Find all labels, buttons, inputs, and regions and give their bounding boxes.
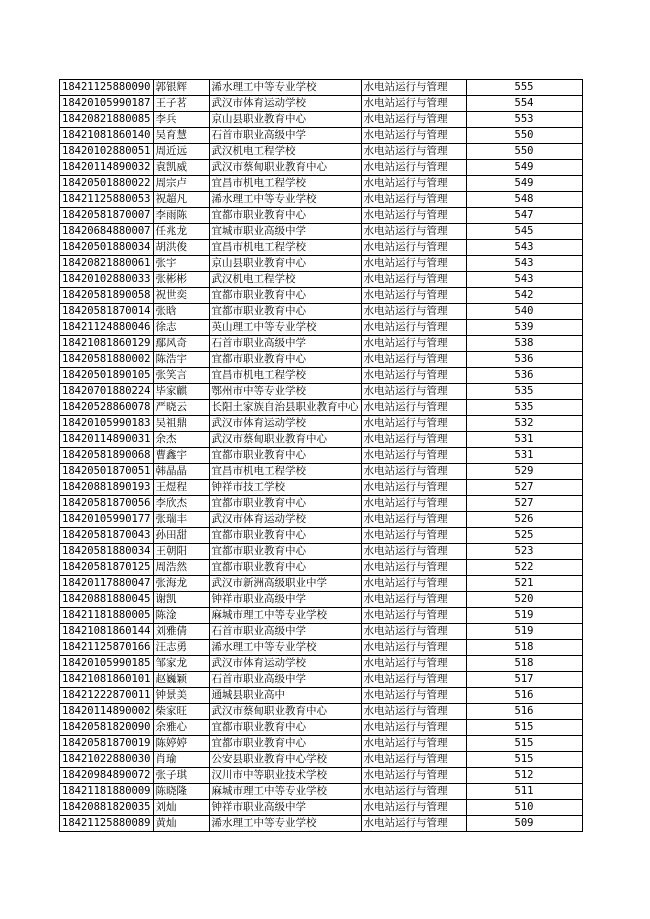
school-cell: 宜都市职业教育中心 bbox=[209, 304, 361, 320]
table-row bbox=[60, 560, 583, 576]
table-row bbox=[60, 640, 583, 656]
student-name-cell: 王朝阳 bbox=[153, 544, 209, 560]
school-cell: 宜都市职业教育中心 bbox=[209, 448, 361, 464]
school-cell: 武汉市蔡甸职业教育中心 bbox=[209, 160, 361, 176]
school-cell: 京山县职业教育中心 bbox=[209, 112, 361, 128]
major-cell: 水电站运行与管理 bbox=[361, 720, 466, 736]
major-cell: 水电站运行与管理 bbox=[361, 288, 466, 304]
score-cell: 548 bbox=[466, 192, 582, 208]
major-cell: 水电站运行与管理 bbox=[361, 368, 466, 384]
score-cell: 512 bbox=[466, 768, 582, 784]
student-name-cell: 祝世奕 bbox=[153, 288, 209, 304]
school-cell: 浠水理工中等专业学校 bbox=[209, 816, 361, 832]
exam-number-cell: 18420581870019 bbox=[60, 736, 154, 752]
exam-number-cell: 18420881890193 bbox=[60, 480, 154, 496]
school-cell: 宜都市职业教育中心 bbox=[209, 720, 361, 736]
exam-number-cell: 18420581820090 bbox=[60, 720, 154, 736]
school-cell: 石首市职业高级中学 bbox=[209, 672, 361, 688]
table-row bbox=[60, 400, 583, 416]
table-row bbox=[60, 576, 583, 592]
major-cell: 水电站运行与管理 bbox=[361, 176, 466, 192]
table-row bbox=[60, 448, 583, 464]
school-cell: 钟祥市职业高级中学 bbox=[209, 800, 361, 816]
score-table-body bbox=[60, 80, 583, 832]
school-cell: 宜都市职业教育中心 bbox=[209, 496, 361, 512]
major-cell: 水电站运行与管理 bbox=[361, 656, 466, 672]
score-cell: 516 bbox=[466, 704, 582, 720]
school-cell: 汉川市中等职业技术学校 bbox=[209, 768, 361, 784]
major-cell: 水电站运行与管理 bbox=[361, 800, 466, 816]
table-row bbox=[60, 320, 583, 336]
student-name-cell: 曹鑫宇 bbox=[153, 448, 209, 464]
school-cell: 武汉市体育运动学校 bbox=[209, 96, 361, 112]
table-row bbox=[60, 288, 583, 304]
exam-number-cell: 18420581870125 bbox=[60, 560, 154, 576]
score-cell: 543 bbox=[466, 240, 582, 256]
score-cell: 540 bbox=[466, 304, 582, 320]
major-cell: 水电站运行与管理 bbox=[361, 624, 466, 640]
major-cell: 水电站运行与管理 bbox=[361, 784, 466, 800]
exam-number-cell: 18420117880047 bbox=[60, 576, 154, 592]
table-row bbox=[60, 384, 583, 400]
student-name-cell: 柴家旺 bbox=[153, 704, 209, 720]
score-cell: 543 bbox=[466, 256, 582, 272]
student-name-cell: 鄢风奇 bbox=[153, 336, 209, 352]
table-row bbox=[60, 464, 583, 480]
major-cell: 水电站运行与管理 bbox=[361, 704, 466, 720]
score-cell: 518 bbox=[466, 656, 582, 672]
score-cell: 525 bbox=[466, 528, 582, 544]
school-cell: 宜昌市机电工程学校 bbox=[209, 176, 361, 192]
major-cell: 水电站运行与管理 bbox=[361, 560, 466, 576]
major-cell: 水电站运行与管理 bbox=[361, 816, 466, 832]
school-cell: 宜都市职业教育中心 bbox=[209, 736, 361, 752]
exam-number-cell: 18420881820035 bbox=[60, 800, 154, 816]
exam-number-cell: 18420581870056 bbox=[60, 496, 154, 512]
table-row bbox=[60, 480, 583, 496]
school-cell: 武汉机电工程学校 bbox=[209, 272, 361, 288]
major-cell: 水电站运行与管理 bbox=[361, 736, 466, 752]
score-cell: 515 bbox=[466, 736, 582, 752]
exam-number-cell: 18421125870166 bbox=[60, 640, 154, 656]
table-row bbox=[60, 736, 583, 752]
exam-number-cell: 18420701880224 bbox=[60, 384, 154, 400]
student-name-cell: 张笑言 bbox=[153, 368, 209, 384]
table-row bbox=[60, 112, 583, 128]
score-cell: 536 bbox=[466, 352, 582, 368]
school-cell: 宜昌市机电工程学校 bbox=[209, 240, 361, 256]
major-cell: 水电站运行与管理 bbox=[361, 96, 466, 112]
major-cell: 水电站运行与管理 bbox=[361, 480, 466, 496]
major-cell: 水电站运行与管理 bbox=[361, 320, 466, 336]
student-name-cell: 吴育慧 bbox=[153, 128, 209, 144]
student-name-cell: 任兆龙 bbox=[153, 224, 209, 240]
school-cell: 麻城市理工中等专业学校 bbox=[209, 608, 361, 624]
table-row bbox=[60, 256, 583, 272]
major-cell: 水电站运行与管理 bbox=[361, 688, 466, 704]
student-name-cell: 刘雅倩 bbox=[153, 624, 209, 640]
table-row bbox=[60, 592, 583, 608]
exam-number-cell: 18421022880030 bbox=[60, 752, 154, 768]
exam-number-cell: 18420105990187 bbox=[60, 96, 154, 112]
exam-number-cell: 18420581880002 bbox=[60, 352, 154, 368]
school-cell: 宜都市职业教育中心 bbox=[209, 288, 361, 304]
exam-number-cell: 18421181880005 bbox=[60, 608, 154, 624]
student-name-cell: 肖瑜 bbox=[153, 752, 209, 768]
exam-number-cell: 18421125880089 bbox=[60, 816, 154, 832]
exam-number-cell: 18420114890031 bbox=[60, 432, 154, 448]
exam-number-cell: 18421181880009 bbox=[60, 784, 154, 800]
exam-number-cell: 18420501880034 bbox=[60, 240, 154, 256]
table-row bbox=[60, 416, 583, 432]
exam-number-cell: 18421081860101 bbox=[60, 672, 154, 688]
student-name-cell: 李欣杰 bbox=[153, 496, 209, 512]
student-name-cell: 韩晶晶 bbox=[153, 464, 209, 480]
major-cell: 水电站运行与管理 bbox=[361, 576, 466, 592]
table-row bbox=[60, 352, 583, 368]
table-row bbox=[60, 720, 583, 736]
school-cell: 宜昌市机电工程学校 bbox=[209, 368, 361, 384]
score-cell: 535 bbox=[466, 384, 582, 400]
table-row bbox=[60, 816, 583, 832]
score-cell: 509 bbox=[466, 816, 582, 832]
school-cell: 宜都市职业教育中心 bbox=[209, 208, 361, 224]
table-row bbox=[60, 160, 583, 176]
score-cell: 547 bbox=[466, 208, 582, 224]
major-cell: 水电站运行与管理 bbox=[361, 208, 466, 224]
score-cell: 531 bbox=[466, 432, 582, 448]
student-name-cell: 赵巍颖 bbox=[153, 672, 209, 688]
table-row bbox=[60, 608, 583, 624]
exam-number-cell: 18420581870014 bbox=[60, 304, 154, 320]
major-cell: 水电站运行与管理 bbox=[361, 160, 466, 176]
table-row bbox=[60, 144, 583, 160]
student-name-cell: 陈淦 bbox=[153, 608, 209, 624]
student-name-cell: 吴祖鼎 bbox=[153, 416, 209, 432]
student-name-cell: 李雨陈 bbox=[153, 208, 209, 224]
score-cell: 539 bbox=[466, 320, 582, 336]
school-cell: 钟祥市技工学校 bbox=[209, 480, 361, 496]
student-name-cell: 袁凯威 bbox=[153, 160, 209, 176]
student-name-cell: 陈晓隆 bbox=[153, 784, 209, 800]
score-cell: 542 bbox=[466, 288, 582, 304]
table-row bbox=[60, 656, 583, 672]
exam-number-cell: 18420105990185 bbox=[60, 656, 154, 672]
major-cell: 水电站运行与管理 bbox=[361, 672, 466, 688]
score-cell: 543 bbox=[466, 272, 582, 288]
school-cell: 石首市职业高级中学 bbox=[209, 624, 361, 640]
student-name-cell: 邹家龙 bbox=[153, 656, 209, 672]
table-row bbox=[60, 624, 583, 640]
score-table bbox=[59, 79, 583, 832]
exam-number-cell: 18421222870011 bbox=[60, 688, 154, 704]
score-cell: 538 bbox=[466, 336, 582, 352]
exam-number-cell: 18421125880090 bbox=[60, 80, 154, 96]
student-name-cell: 郭银辉 bbox=[153, 80, 209, 96]
school-cell: 武汉机电工程学校 bbox=[209, 144, 361, 160]
student-name-cell: 余杰 bbox=[153, 432, 209, 448]
exam-number-cell: 18421081860144 bbox=[60, 624, 154, 640]
score-cell: 550 bbox=[466, 128, 582, 144]
major-cell: 水电站运行与管理 bbox=[361, 464, 466, 480]
exam-number-cell: 18420105990183 bbox=[60, 416, 154, 432]
major-cell: 水电站运行与管理 bbox=[361, 608, 466, 624]
school-cell: 长阳土家族自治县职业教育中心 bbox=[209, 400, 361, 416]
score-cell: 529 bbox=[466, 464, 582, 480]
exam-number-cell: 18420114890002 bbox=[60, 704, 154, 720]
student-name-cell: 徐志 bbox=[153, 320, 209, 336]
score-cell: 511 bbox=[466, 784, 582, 800]
table-row bbox=[60, 368, 583, 384]
exam-number-cell: 18420581870007 bbox=[60, 208, 154, 224]
student-name-cell: 黄灿 bbox=[153, 816, 209, 832]
major-cell: 水电站运行与管理 bbox=[361, 592, 466, 608]
student-name-cell: 毕家麒 bbox=[153, 384, 209, 400]
table-row bbox=[60, 768, 583, 784]
table-row bbox=[60, 432, 583, 448]
score-cell: 522 bbox=[466, 560, 582, 576]
student-name-cell: 张宇 bbox=[153, 256, 209, 272]
school-cell: 武汉市体育运动学校 bbox=[209, 656, 361, 672]
score-cell: 510 bbox=[466, 800, 582, 816]
table-row bbox=[60, 176, 583, 192]
exam-number-cell: 18420501880022 bbox=[60, 176, 154, 192]
major-cell: 水电站运行与管理 bbox=[361, 400, 466, 416]
school-cell: 英山理工中等专业学校 bbox=[209, 320, 361, 336]
table-row bbox=[60, 496, 583, 512]
exam-number-cell: 18420581890068 bbox=[60, 448, 154, 464]
school-cell: 钟祥市职业高级中学 bbox=[209, 592, 361, 608]
table-row bbox=[60, 800, 583, 816]
score-cell: 550 bbox=[466, 144, 582, 160]
score-cell: 536 bbox=[466, 368, 582, 384]
student-name-cell: 余雅心 bbox=[153, 720, 209, 736]
exam-number-cell: 18420114890032 bbox=[60, 160, 154, 176]
student-name-cell: 刘灿 bbox=[153, 800, 209, 816]
score-cell: 517 bbox=[466, 672, 582, 688]
score-cell: 553 bbox=[466, 112, 582, 128]
table-row bbox=[60, 272, 583, 288]
major-cell: 水电站运行与管理 bbox=[361, 112, 466, 128]
student-name-cell: 张彬彬 bbox=[153, 272, 209, 288]
school-cell: 宜城市职业高级中学 bbox=[209, 224, 361, 240]
table-row bbox=[60, 192, 583, 208]
school-cell: 浠水理工中等专业学校 bbox=[209, 640, 361, 656]
score-cell: 531 bbox=[466, 448, 582, 464]
student-name-cell: 孙田甜 bbox=[153, 528, 209, 544]
school-cell: 武汉市体育运动学校 bbox=[209, 416, 361, 432]
score-cell: 527 bbox=[466, 480, 582, 496]
school-cell: 浠水理工中等专业学校 bbox=[209, 80, 361, 96]
school-cell: 通城县职业高中 bbox=[209, 688, 361, 704]
major-cell: 水电站运行与管理 bbox=[361, 128, 466, 144]
major-cell: 水电站运行与管理 bbox=[361, 416, 466, 432]
table-row bbox=[60, 240, 583, 256]
major-cell: 水电站运行与管理 bbox=[361, 336, 466, 352]
school-cell: 石首市职业高级中学 bbox=[209, 128, 361, 144]
major-cell: 水电站运行与管理 bbox=[361, 432, 466, 448]
school-cell: 武汉市新洲高级职业中学 bbox=[209, 576, 361, 592]
table-row bbox=[60, 224, 583, 240]
major-cell: 水电站运行与管理 bbox=[361, 768, 466, 784]
school-cell: 石首市职业高级中学 bbox=[209, 336, 361, 352]
school-cell: 宜都市职业教育中心 bbox=[209, 528, 361, 544]
score-cell: 549 bbox=[466, 176, 582, 192]
student-name-cell: 张瑞丰 bbox=[153, 512, 209, 528]
score-cell: 516 bbox=[466, 688, 582, 704]
major-cell: 水电站运行与管理 bbox=[361, 544, 466, 560]
table-row bbox=[60, 688, 583, 704]
major-cell: 水电站运行与管理 bbox=[361, 496, 466, 512]
score-cell: 523 bbox=[466, 544, 582, 560]
exam-number-cell: 18420821880085 bbox=[60, 112, 154, 128]
exam-number-cell: 18420102880033 bbox=[60, 272, 154, 288]
student-name-cell: 王煜程 bbox=[153, 480, 209, 496]
table-row bbox=[60, 528, 583, 544]
student-name-cell: 王子茗 bbox=[153, 96, 209, 112]
exam-number-cell: 18420684880007 bbox=[60, 224, 154, 240]
table-row bbox=[60, 208, 583, 224]
score-cell: 545 bbox=[466, 224, 582, 240]
table-row bbox=[60, 128, 583, 144]
table-row bbox=[60, 704, 583, 720]
major-cell: 水电站运行与管理 bbox=[361, 192, 466, 208]
exam-number-cell: 18420501870051 bbox=[60, 464, 154, 480]
exam-number-cell: 18420581880034 bbox=[60, 544, 154, 560]
major-cell: 水电站运行与管理 bbox=[361, 256, 466, 272]
exam-number-cell: 18421081860140 bbox=[60, 128, 154, 144]
score-cell: 521 bbox=[466, 576, 582, 592]
exam-number-cell: 18420821880061 bbox=[60, 256, 154, 272]
major-cell: 水电站运行与管理 bbox=[361, 144, 466, 160]
table-row bbox=[60, 672, 583, 688]
major-cell: 水电站运行与管理 bbox=[361, 512, 466, 528]
school-cell: 京山县职业教育中心 bbox=[209, 256, 361, 272]
major-cell: 水电站运行与管理 bbox=[361, 352, 466, 368]
score-cell: 549 bbox=[466, 160, 582, 176]
table-row bbox=[60, 336, 583, 352]
school-cell: 宜都市职业教育中心 bbox=[209, 352, 361, 368]
score-cell: 526 bbox=[466, 512, 582, 528]
student-name-cell: 李兵 bbox=[153, 112, 209, 128]
score-cell: 555 bbox=[466, 80, 582, 96]
table-row bbox=[60, 80, 583, 96]
score-cell: 527 bbox=[466, 496, 582, 512]
major-cell: 水电站运行与管理 bbox=[361, 224, 466, 240]
school-cell: 鄂州市中等专业学校 bbox=[209, 384, 361, 400]
school-cell: 武汉市体育运动学校 bbox=[209, 512, 361, 528]
exam-number-cell: 18420881880045 bbox=[60, 592, 154, 608]
school-cell: 武汉市蔡甸职业教育中心 bbox=[209, 432, 361, 448]
student-name-cell: 陈婷婷 bbox=[153, 736, 209, 752]
score-cell: 520 bbox=[466, 592, 582, 608]
major-cell: 水电站运行与管理 bbox=[361, 640, 466, 656]
student-name-cell: 周近远 bbox=[153, 144, 209, 160]
student-name-cell: 张海龙 bbox=[153, 576, 209, 592]
exam-number-cell: 18420984890072 bbox=[60, 768, 154, 784]
student-name-cell: 严晓云 bbox=[153, 400, 209, 416]
exam-number-cell: 18420581890058 bbox=[60, 288, 154, 304]
major-cell: 水电站运行与管理 bbox=[361, 272, 466, 288]
student-name-cell: 谢凯 bbox=[153, 592, 209, 608]
student-name-cell: 张子琪 bbox=[153, 768, 209, 784]
exam-number-cell: 18420581870043 bbox=[60, 528, 154, 544]
school-cell: 宜昌市机电工程学校 bbox=[209, 464, 361, 480]
exam-number-cell: 18420102880051 bbox=[60, 144, 154, 160]
major-cell: 水电站运行与管理 bbox=[361, 304, 466, 320]
score-cell: 535 bbox=[466, 400, 582, 416]
score-cell: 519 bbox=[466, 608, 582, 624]
table-row bbox=[60, 544, 583, 560]
school-cell: 麻城市理工中等专业学校 bbox=[209, 784, 361, 800]
student-name-cell: 汪志勇 bbox=[153, 640, 209, 656]
major-cell: 水电站运行与管理 bbox=[361, 80, 466, 96]
student-name-cell: 周宗卢 bbox=[153, 176, 209, 192]
score-cell: 518 bbox=[466, 640, 582, 656]
exam-number-cell: 18420501890105 bbox=[60, 368, 154, 384]
student-name-cell: 周浩然 bbox=[153, 560, 209, 576]
school-cell: 公安县职业教育中心学校 bbox=[209, 752, 361, 768]
table-row bbox=[60, 304, 583, 320]
student-name-cell: 张晗 bbox=[153, 304, 209, 320]
major-cell: 水电站运行与管理 bbox=[361, 448, 466, 464]
student-name-cell: 胡洪俊 bbox=[153, 240, 209, 256]
exam-number-cell: 18420528860078 bbox=[60, 400, 154, 416]
school-cell: 宜都市职业教育中心 bbox=[209, 560, 361, 576]
table-row bbox=[60, 512, 583, 528]
score-cell: 515 bbox=[466, 720, 582, 736]
exam-number-cell: 18420105990177 bbox=[60, 512, 154, 528]
school-cell: 浠水理工中等专业学校 bbox=[209, 192, 361, 208]
score-cell: 515 bbox=[466, 752, 582, 768]
score-cell: 519 bbox=[466, 624, 582, 640]
major-cell: 水电站运行与管理 bbox=[361, 528, 466, 544]
score-cell: 532 bbox=[466, 416, 582, 432]
exam-number-cell: 18421125880053 bbox=[60, 192, 154, 208]
school-cell: 武汉市蔡甸职业教育中心 bbox=[209, 704, 361, 720]
score-cell: 554 bbox=[466, 96, 582, 112]
exam-number-cell: 18421081860129 bbox=[60, 336, 154, 352]
table-row bbox=[60, 96, 583, 112]
student-name-cell: 祝超凡 bbox=[153, 192, 209, 208]
major-cell: 水电站运行与管理 bbox=[361, 752, 466, 768]
table-row bbox=[60, 752, 583, 768]
student-name-cell: 陈浩宇 bbox=[153, 352, 209, 368]
school-cell: 宜都市职业教育中心 bbox=[209, 544, 361, 560]
major-cell: 水电站运行与管理 bbox=[361, 384, 466, 400]
major-cell: 水电站运行与管理 bbox=[361, 240, 466, 256]
table-row bbox=[60, 784, 583, 800]
student-name-cell: 钟景美 bbox=[153, 688, 209, 704]
exam-number-cell: 18421124880046 bbox=[60, 320, 154, 336]
